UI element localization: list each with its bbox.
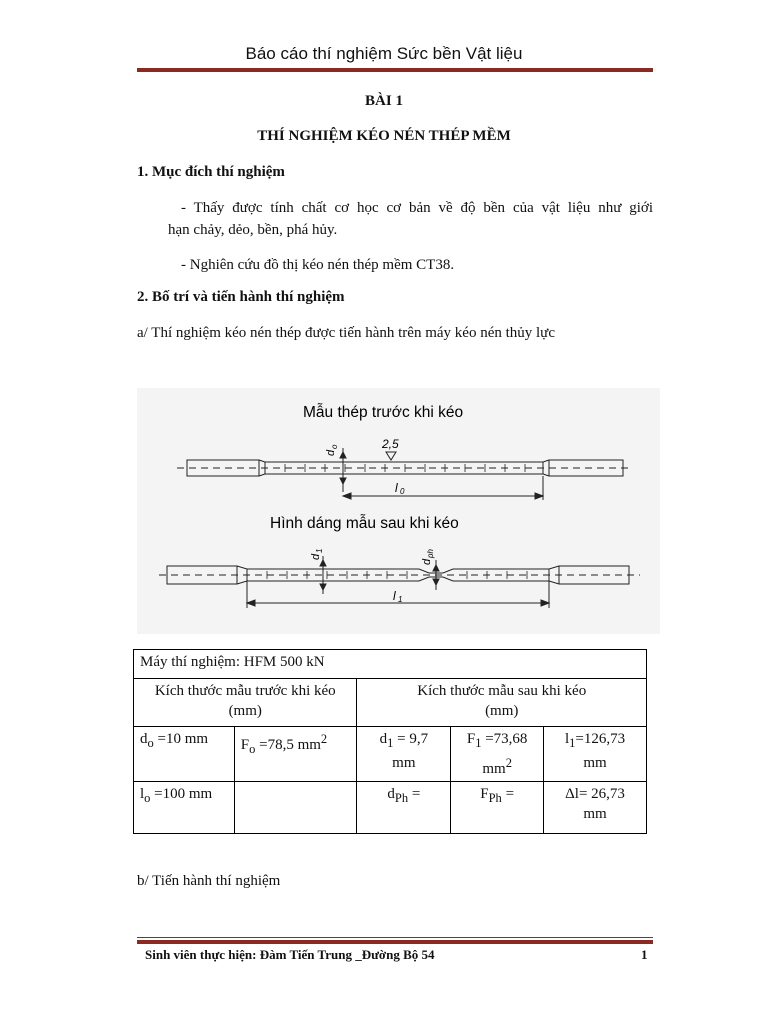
table-row-machine (134, 650, 647, 679)
after-header (357, 679, 647, 727)
cell-delta-l: Δl= 26,73 mm (544, 782, 647, 834)
table-row-headers (134, 679, 647, 727)
section-1-para-1-line-1: - Thấy được tính chất cơ học cơ bản về độ bền của vật liệu như giới (181, 200, 653, 216)
section-2-intro: a/ Thí nghiệm kéo nén thép được tiến hành trên máy kéo nén thủy lực (137, 325, 555, 341)
after-header-line-2: (mm) (485, 703, 519, 719)
section-2-heading: 2. Bố trí và tiến hành thí nghiệm (137, 289, 345, 305)
cell-l-o: $l_o =100$ mm (134, 782, 235, 834)
lesson-number: BÀI 1 (365, 93, 403, 109)
specimen-diagram (137, 388, 660, 634)
before-header (134, 679, 357, 727)
section-1-heading: 1. Mục đích thí nghiệm (137, 164, 285, 180)
lesson-title: THÍ NGHIỆM KÉO NÉN THÉP MỀM (257, 128, 511, 144)
figure-title-before: Mẫu thép trước khi kéo (303, 404, 464, 421)
label-d-before-sub: o (330, 444, 339, 449)
label-d-after-sub: 1 (315, 548, 324, 553)
cell-l-1: $l_1=126,73$ mm (544, 727, 647, 782)
footer-rule-thin (137, 937, 653, 938)
after-header-line-1: Kích thước mẫu sau khi kéo (417, 683, 587, 699)
cell-F-o: $F_o =78,5$ $mm^2$ (234, 727, 357, 782)
specimen-figure (137, 388, 660, 634)
label-dph-sub: ph (426, 549, 435, 558)
section-1-para-2: - Nghiên cứu đồ thị kéo nén thép mềm CT38. (181, 257, 455, 273)
page-header-title: Báo cáo thí nghiệm Sức bền Vật liệu (245, 44, 523, 63)
machine-label: Máy thí nghiệm: HFM 500 kN (140, 654, 325, 670)
table-row (134, 782, 647, 834)
label-dph: d (421, 558, 433, 565)
header-rule (137, 68, 653, 72)
label-l-before-sub: 0 (400, 487, 405, 496)
machine-cell (134, 650, 647, 679)
label-roughness: 2,5 (382, 437, 399, 451)
cell-d-ph: $d_{Ph}$ = (357, 782, 451, 834)
cell-empty (234, 782, 357, 834)
cell-F-1: $F_1 =73,68$ $mm^2$ (451, 727, 544, 782)
cell-d-o: $d_o =10$ mm (134, 727, 235, 782)
measurement-table (133, 649, 647, 834)
footer-rule-thick (137, 940, 653, 944)
table-row (134, 727, 647, 782)
label-d-before: d (325, 449, 337, 456)
section-1-para-1-line-2: hạn chảy, dẻo, bền, phá hủy. (168, 222, 338, 238)
specimen-before (177, 448, 632, 500)
label-l-after: l (393, 589, 396, 603)
label-l-before: l (395, 481, 398, 495)
label-d-after: d (310, 553, 322, 560)
figure-title-after: Hình dáng mẫu sau khi kéo (270, 515, 459, 532)
cell-F-ph: $F_{Ph}$ = (451, 782, 544, 834)
before-header-line-2: (mm) (228, 703, 262, 719)
label-l-after-sub: 1 (398, 595, 403, 604)
page-number: 1 (641, 947, 648, 962)
cell-d-1: $d_1 = 9,7$ mm (357, 727, 451, 782)
section-2b-heading: b/ Tiến hành thí nghiệm (137, 873, 281, 889)
before-header-line-1: Kích thước mẫu trước khi kéo (154, 683, 336, 699)
footer-author: Sinh viên thực hiện: Đàm Tiến Trung _Đường Bộ 54 (145, 947, 435, 962)
